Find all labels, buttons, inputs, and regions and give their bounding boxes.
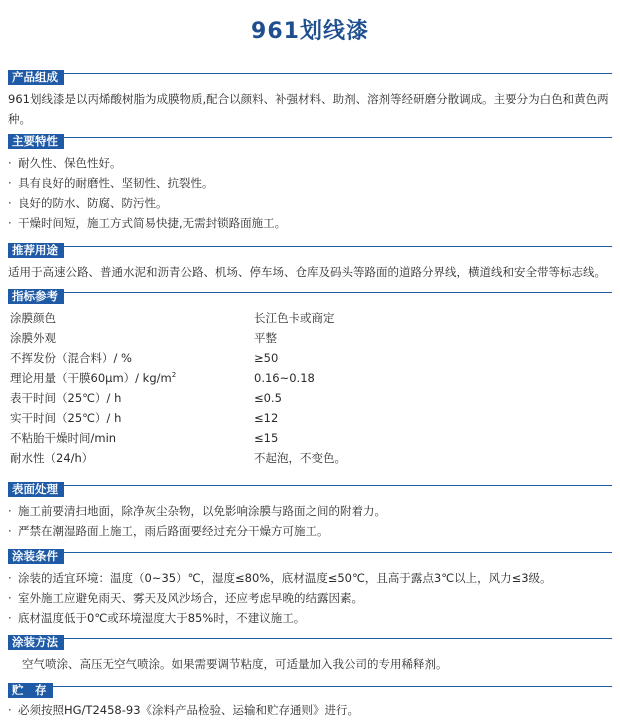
section-features xyxy=(8,130,612,233)
spec-value: ≥50 xyxy=(254,351,279,365)
bullet: · xyxy=(8,196,12,210)
usage-text: 适用于高速公路、普通水泥和沥青公路、机场、停车场、仓库及码头等路面的道路分界线，横道线和安全带等标志线。 xyxy=(8,265,606,279)
page-title: 961划线漆 xyxy=(251,19,369,44)
spec-value: 不起泡，不变色。 xyxy=(254,451,346,465)
list-item-text: 干燥时间短，施工方式简易快捷,无需封锁路面施工。 xyxy=(18,216,287,230)
list-item-text: 严禁在潮湿路面上施工，雨后路面要经过充分干燥方可施工。 xyxy=(18,524,329,538)
section-storage xyxy=(8,679,612,720)
spec-value: ≤12 xyxy=(254,411,279,425)
bullet: · xyxy=(8,176,12,190)
section-conditions xyxy=(8,545,612,628)
list-item xyxy=(8,608,612,628)
bullet: · xyxy=(8,504,12,518)
bullet: · xyxy=(8,524,12,538)
table-row xyxy=(8,448,612,468)
composition-text: 961划线漆是以丙烯酸树脂为成膜物质,配合以颜料、补强材料、助剂、溶剂等经研磨分散调成。主要分为白色和黄色两种。 xyxy=(8,92,609,126)
section-specs xyxy=(8,285,612,468)
spec-value: ≤0.5 xyxy=(254,391,282,405)
list-item xyxy=(8,521,612,541)
section-header-storage: 贮 存 xyxy=(8,683,53,698)
spec-key: 不挥发份（混合料）/ % xyxy=(10,351,132,365)
spec-key: 不粘胎干燥时间/min xyxy=(10,431,117,445)
section-divider xyxy=(8,246,612,247)
list-item xyxy=(8,568,612,588)
section-divider xyxy=(8,686,612,687)
bullet: · xyxy=(8,216,12,230)
section-header-specs: 指标参考 xyxy=(8,289,64,304)
bullet: · xyxy=(8,703,12,717)
spec-value: 长江色卡或商定 xyxy=(254,311,335,325)
spec-key: 耐水性（24/h） xyxy=(10,451,94,465)
table-row xyxy=(8,308,612,328)
bullet: · xyxy=(8,611,12,625)
list-item-text: 室外施工应避免雨天、雾天及风沙场合，还应考虑早晚的结露因素。 xyxy=(18,591,363,605)
section-header-composition: 产品组成 xyxy=(8,70,64,85)
list-item-text: 涂装的适宜环境：温度（0~35）℃，湿度≤80%，底材温度≤50℃，且高于露点3℃以上，风力≤3级。 xyxy=(18,571,552,585)
section-surface xyxy=(8,478,612,541)
spec-key: 涂膜外观 xyxy=(10,331,56,345)
list-item-text: 具有良好的耐磨性、坚韧性、抗裂性。 xyxy=(18,176,214,190)
section-composition xyxy=(8,66,612,129)
spec-value: 平整 xyxy=(254,331,277,345)
section-header-surface: 表面处理 xyxy=(8,482,64,497)
spec-key: 涂膜颜色 xyxy=(10,311,56,325)
section-header-method: 涂装方法 xyxy=(8,635,64,650)
specs-table xyxy=(8,308,612,468)
section-divider xyxy=(8,292,612,293)
list-item xyxy=(8,501,612,521)
bullet: · xyxy=(8,571,12,585)
section-method xyxy=(8,631,612,674)
section-header-conditions: 涂装条件 xyxy=(8,549,64,564)
spec-key-text: 理论用量（干膜60μm）/ kg/m xyxy=(10,371,172,385)
section-divider xyxy=(8,73,612,74)
table-row xyxy=(8,388,612,408)
table-row xyxy=(8,348,612,368)
superscript: 2 xyxy=(171,371,177,380)
list-item-text: 良好的防水、防腐、防污性。 xyxy=(18,196,168,210)
section-divider xyxy=(8,485,612,486)
list-item xyxy=(8,213,612,233)
list-item-text: 施工前要清扫地面，除净灰尘杂物，以免影响涂膜与路面之间的附着力。 xyxy=(18,504,386,518)
method-text: 空气喷涂、高压无空气喷涂。如果需要调节粘度，可适量加入我公司的专用稀释剂。 xyxy=(22,657,448,671)
section-usage xyxy=(8,239,612,282)
spec-value: ≤15 xyxy=(254,431,279,445)
section-header-usage: 推荐用途 xyxy=(8,243,64,258)
section-divider xyxy=(8,137,612,138)
list-item-text: 底材温度低于0℃或环境湿度大于85%时，不建议施工。 xyxy=(18,611,306,625)
list-item xyxy=(8,153,612,173)
spec-key: 实干时间（25℃）/ h xyxy=(10,411,122,425)
list-item-text: 耐久性、保色性好。 xyxy=(18,156,122,170)
list-item-text: 必须按照HG/T2458-93《涂料产品检验、运输和贮存通则》进行。 xyxy=(18,703,360,717)
table-row xyxy=(8,328,612,348)
section-divider xyxy=(8,638,612,639)
list-item xyxy=(8,193,612,213)
section-header-features: 主要特性 xyxy=(8,134,64,149)
bullet: · xyxy=(8,156,12,170)
table-row xyxy=(8,408,612,428)
spec-key: 表干时间（25℃）/ h xyxy=(10,391,122,405)
list-item xyxy=(8,700,612,720)
list-item xyxy=(8,173,612,193)
list-item xyxy=(8,588,612,608)
spec-value: 0.16~0.18 xyxy=(254,371,315,385)
table-row xyxy=(8,368,612,388)
section-divider xyxy=(8,552,612,553)
bullet: · xyxy=(8,591,12,605)
spec-key xyxy=(8,368,254,388)
table-row xyxy=(8,428,612,448)
